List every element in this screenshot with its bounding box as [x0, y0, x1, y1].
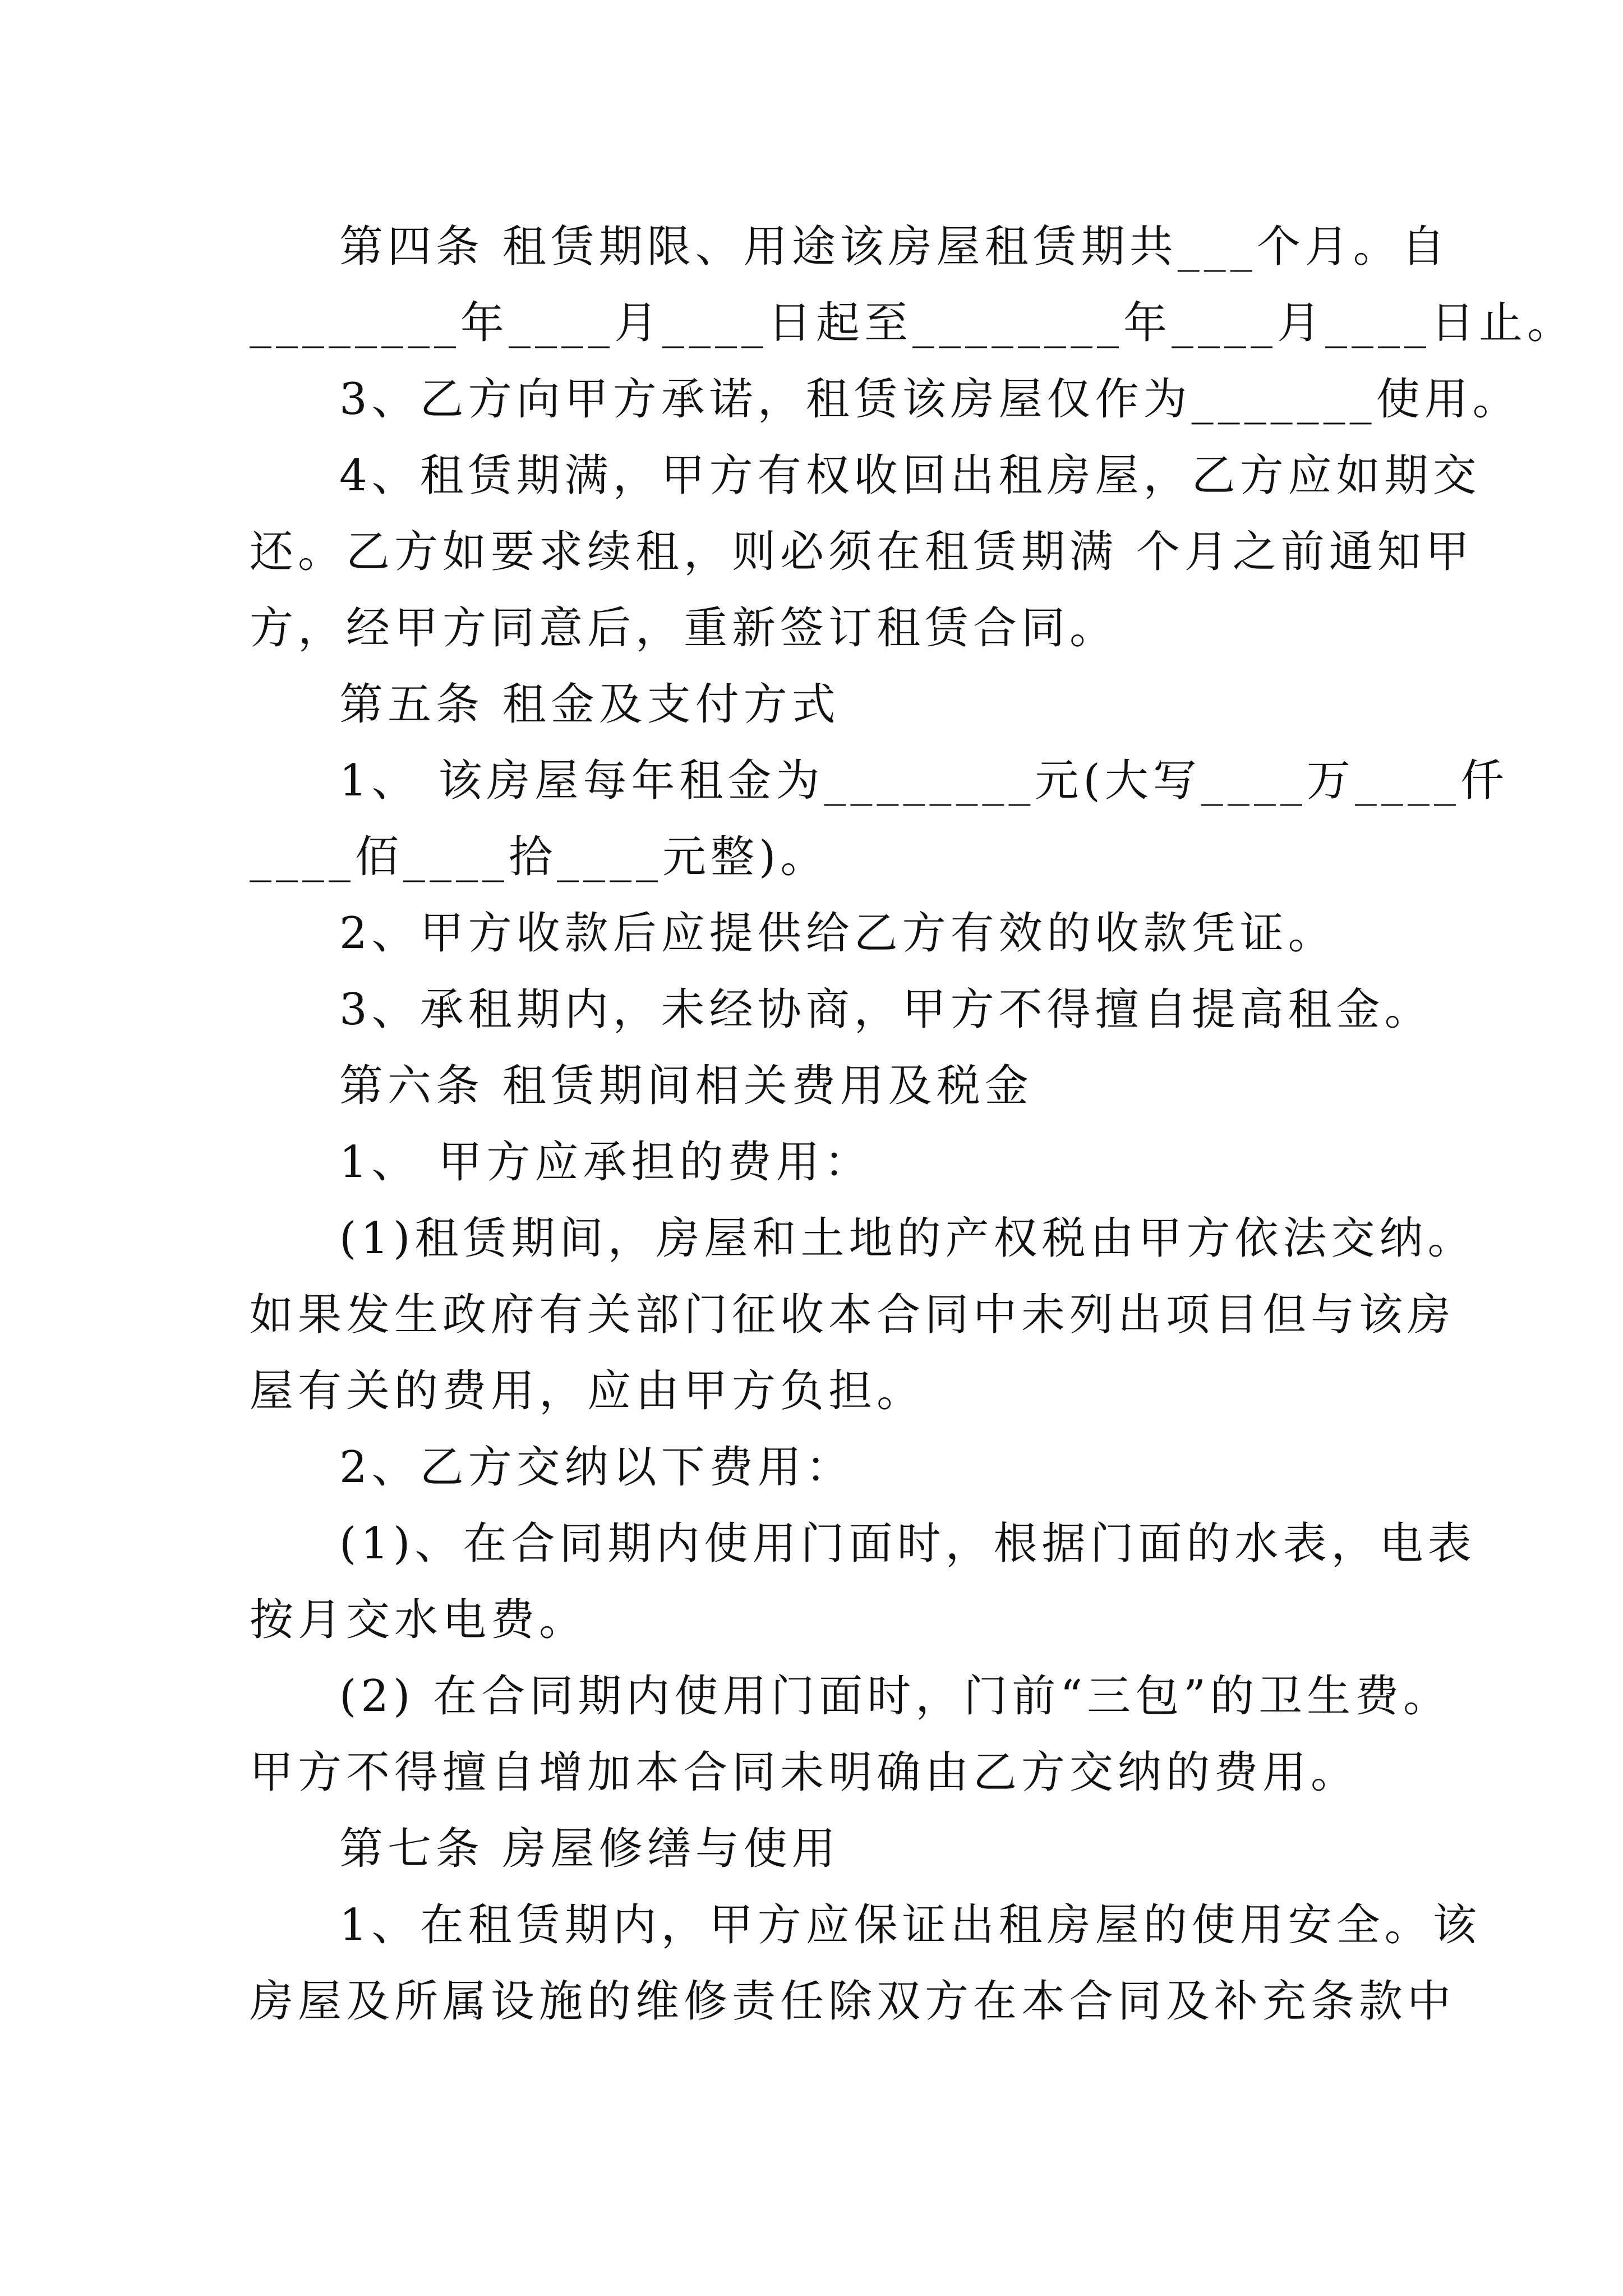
text-line: (1)、在合同期内使用门面时，根据门面的水表，电表 [339, 1519, 1476, 1569]
text-line: (1)租赁期间，房屋和土地的产权税由甲方依法交纳。 [339, 1213, 1476, 1264]
text-line: 2、乙方交纳以下费用： [339, 1442, 854, 1493]
section-heading: 第六条 租赁期间相关费用及税金 [339, 1061, 1033, 1111]
text-line: ____佰____拾____元整)。 [250, 832, 829, 882]
text-line: 如果发生政府有关部门征收本合同中未列出项目但与该房 [250, 1290, 1456, 1340]
text-line: 按月交水电费。 [250, 1595, 588, 1645]
text-line: 房屋及所属设施的维修责任除双方在本合同及补充条款中 [250, 1976, 1456, 2027]
text-line: 2、甲方收款后应提供给乙方有效的收款凭证。 [339, 908, 1336, 959]
text-line: 3、承租期内，未经协商，甲方不得擅自提高租金。 [339, 984, 1433, 1035]
text-line: 屋有关的费用，应由甲方负担。 [250, 1366, 925, 1416]
text-line: 4、租赁期满，甲方有权收回出租房屋，乙方应如期交 [339, 450, 1481, 501]
text-line: 甲方不得擅自增加本合同未明确由乙方交纳的费用。 [250, 1747, 1359, 1798]
text-line: 第四条 租赁期限、用途该房屋租赁期共___个月。自 [339, 222, 1450, 272]
text-line: 1、 甲方应承担的费用： [339, 1137, 873, 1188]
text-line: ________年____月____日起至________年____月____日止。 [250, 298, 1576, 348]
text-line: 1、 该房屋每年租金为________元(大写____万____仟 [339, 756, 1509, 806]
text-line: 1、在租赁期内，甲方应保证出租房屋的使用安全。该 [339, 1900, 1481, 1950]
section-heading: 第七条 房屋修缮与使用 [339, 1824, 840, 1874]
text-line: 3、乙方向甲方承诺，租赁该房屋仅作为_______使用。 [339, 374, 1521, 425]
section-heading: 第五条 租金及支付方式 [339, 679, 840, 730]
text-line: 方，经甲方同意后，重新签订租赁合同。 [250, 603, 1118, 654]
text-line: 还。乙方如要求续租，则必须在租赁期满 个月之前通知甲 [250, 527, 1474, 577]
text-line: (2) 在合同期内使用门面时，门前“三包”的卫生费。 [339, 1671, 1452, 1722]
document-body [250, 209, 1576, 2040]
